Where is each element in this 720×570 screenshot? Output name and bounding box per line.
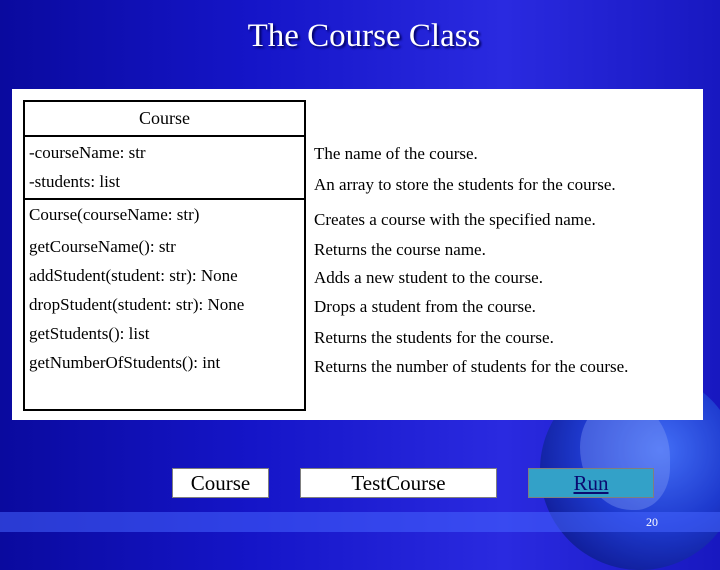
run-button[interactable]: Run (528, 468, 654, 498)
uml-attribute: -students: list (29, 172, 121, 191)
uml-diagram-panel (12, 89, 703, 420)
description-text: Returns the students for the course. (314, 328, 554, 347)
uml-method: Course(courseName: str) (29, 205, 200, 224)
description-text: Creates a course with the specified name. (314, 210, 596, 229)
uml-class-box (23, 100, 306, 411)
uml-method: dropStudent(student: str): None (29, 295, 245, 314)
uml-method: getNumberOfStudents(): int (29, 353, 221, 372)
page-number: 20 (646, 515, 658, 529)
uml-method: getCourseName(): str (29, 237, 176, 256)
description-text: Returns the course name. (314, 240, 486, 259)
test-course-button[interactable]: TestCourse (300, 468, 497, 498)
uml-attribute: -courseName: str (29, 143, 146, 162)
description-text: Drops a student from the course. (314, 297, 536, 316)
description-text: Adds a new student to the course. (314, 268, 543, 287)
slide-title: The Course Class (247, 18, 481, 54)
uml-method: addStudent(student: str): None (29, 266, 238, 285)
uml-attributes (25, 137, 304, 200)
description-text: An array to store the students for the course. (314, 175, 616, 194)
uml-method: getStudents(): list (29, 324, 150, 343)
description-text: The name of the course. (314, 144, 478, 163)
uml-class-name: Course (25, 102, 304, 137)
description-text: Returns the number of students for the course. (314, 357, 629, 376)
course-button[interactable]: Course (172, 468, 269, 498)
footer-bar (0, 512, 720, 532)
